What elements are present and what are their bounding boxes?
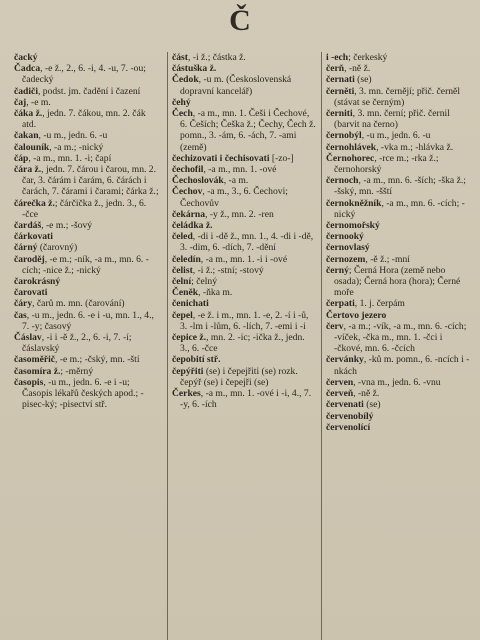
dictionary-entry: čeled, -di i -dě ž., mn. 1., 4. -di i -dě, 3. -dim, 6. -dích, 7. -dění <box>172 231 314 254</box>
dictionary-entry: černovlasý <box>326 242 370 254</box>
column-1 <box>14 52 162 640</box>
dictionary-entry: černokněžník, -a m., mn. 6. -cích; -nický <box>326 197 465 220</box>
dictionary-entry: červen, -vna m., jedn. 6. -vnu <box>326 376 441 388</box>
dictionary-entry: červeň, -ně ž. <box>326 388 380 400</box>
dictionary-entry: čárný (čarovný) <box>14 242 78 254</box>
dictionary-entry: čelní; čelný <box>172 276 218 288</box>
dictionary-entry: černozem, -ě ž.; -mní <box>326 253 410 265</box>
dictionary-entry: částuška ž. <box>172 63 217 75</box>
dictionary-entry: čenichati <box>172 298 209 310</box>
dictionary-entry: čarokrásný <box>14 276 61 288</box>
dictionary-entry: čarovati <box>14 287 48 299</box>
dictionary-entry: Čerkes, -a m., mn. 1. -ové i -i, 4., 7. -y, 6. -ích <box>172 388 312 411</box>
page-heading-letter: Č <box>229 4 251 37</box>
dictionary-entry: černohlávek, -vka m.; -hlávka ž. <box>326 141 454 153</box>
dictionary-entry: čárkovati <box>14 231 53 243</box>
dictionary-entry: čeládka ž. <box>172 220 213 232</box>
dictionary-entry: černěti, 3. mn. černějí; přič. černěl (stávat se černým) <box>326 85 460 108</box>
dictionary-entry: červenobílý <box>326 410 374 422</box>
dictionary-entry: černobýl, -u m., jedn. 6. -u <box>326 130 431 142</box>
dictionary-entry: čekárna, -y ž., mn. 2. -ren <box>172 208 274 220</box>
dictionary-entry: Čedok, -u m. (Československá dopravní kancelář) <box>172 74 292 97</box>
dictionary-entry: Černohorec, -rce m.; -rka ž.; černohorský <box>326 152 439 176</box>
dictionary-entry: červánky, -ků m. pomn., 6. -ncích i -nkách <box>326 354 470 377</box>
dictionary-entry: Čertovo jezero <box>326 309 387 321</box>
dictionary-entry: čepýřiti (se) i čepejřiti (se) rozk. čepýř (se) i čepejři (se) <box>172 365 298 388</box>
entry-columns <box>14 52 470 640</box>
dictionary-entry: čáp, -a m., mn. 1. -i; čapí <box>14 152 112 164</box>
dictionary-entry: čerň, -ně ž. <box>326 63 371 75</box>
dictionary-entry: časopis, -u m., jedn. 6. -e i -u; Časopis lékařů českých apod.; -pisec-ký; -pisectví stř. <box>14 376 144 411</box>
dictionary-entry: červenati (se) <box>326 399 381 411</box>
dictionary-entry: čechizovati i čechisovati [-zo-] <box>172 152 294 164</box>
dictionary-entry: část, -i ž.; částka ž. <box>172 52 246 63</box>
dictionary-entry: Čáslav, -i i -ě ž., 2., 6. -i, 7. -í; čáslavský <box>14 332 132 355</box>
column-2 <box>167 52 316 640</box>
dictionary-entry: čepice ž., mn. 2. -ic; -ička ž., jedn. 3., 6. -čce <box>172 332 305 355</box>
dictionary-entry: i -ech; čerkeský <box>326 52 388 63</box>
dictionary-entry: čalouník, -a m.; -nický <box>14 141 104 153</box>
dictionary-entry: čára ž., jedn. 7. čárou i čarou, mn. 2. čar, 3. čárám i čarám, 6. čárách i čarách, 7. čárami i čarami; čárka ž.; <box>14 164 159 198</box>
dictionary-entry: čadiči, podst. jm. čadění i čazení <box>14 85 141 97</box>
dictionary-entry: černiti, 3. mn. černí; přič. černil (barvit na černo) <box>326 108 450 131</box>
dictionary-entry: Čechoslovák, -a m. <box>172 175 249 187</box>
dictionary-entry: čaj, -e m. <box>14 96 51 108</box>
dictionary-entry: čáry, čarů m. mn. (čarování) <box>14 298 125 310</box>
dictionary-entry: čeledín, -a m., mn. 1. -i i -ové <box>172 253 288 265</box>
dictionary-entry: čas, -u m., jedn. 6. -e i -u, mn. 1., 4., 7. -y; časový <box>14 309 154 332</box>
dictionary-entry: časoměřič, -e m.; -čský, mn. -ští <box>14 354 140 366</box>
dictionary-entry: čepel, -e ž. i m., mn. 1. -e, 2. -í i -ů, 3. -lm i -lům, 6. -lích, 7. -emi i -i <box>172 309 309 332</box>
dictionary-entry: černati (se) <box>326 74 372 86</box>
dictionary-entry: černomořský <box>326 220 380 232</box>
dictionary-entry: čechofil, -a m., mn. 1. -ové <box>172 164 277 176</box>
dictionary-entry: čepobití stř. <box>172 354 221 366</box>
dictionary-entry: černý; Černá Hora (země nebo osada); Černá hora (hora); Černé moře <box>326 264 461 299</box>
dictionary-entry: černoch, -a m., mn. 6. -ších; -ška ž.; -šský, mn. -šští <box>326 175 466 198</box>
dictionary-entry: čárečka ž.; čárčička ž., jedn. 3., 6. -čce <box>14 197 147 220</box>
dictionary-entry: čardáš, -e m.; -šový <box>14 220 93 232</box>
dictionary-entry: čerpati, 1. j. čerpám <box>326 298 405 310</box>
column-3 <box>321 52 470 640</box>
dictionary-entry: čaroděj, -e m.; -ník, -a m., mn. 6. -cích; -nice ž.; -nický <box>14 253 149 276</box>
dictionary-entry: čacký <box>14 52 38 63</box>
dictionary-entry: černooký <box>326 231 364 243</box>
dictionary-entry: čehý <box>172 96 191 108</box>
dictionary-entry: čakan, -u m., jedn. 6. -u <box>14 130 108 142</box>
dictionary-entry: Čech, -a m., mn. 1. Češi i Čechové, 6. Češích; Češka ž.; Čechy, Čech ž. pomn., 3. -ám, 6. -ách, 7. -ami (země) <box>172 108 316 153</box>
dictionary-entry: čelist, -i ž.; -stní; -stový <box>172 264 264 276</box>
dictionary-entry: Čeněk, -ňka m. <box>172 287 233 299</box>
dictionary-entry: čáka ž., jedn. 7. čákou, mn. 2. čák atd. <box>14 108 146 131</box>
dictionary-entry: červenolící <box>326 421 371 433</box>
dictionary-entry: časomíra ž.; -měrný <box>14 365 94 377</box>
dictionary-entry: Čadca, -e ž., 2., 6. -i, 4. -u, 7. -ou; čadecký <box>14 63 146 86</box>
dictionary-entry: Čechov, -a m., 3., 6. Čechovi; Čechovův <box>172 186 288 209</box>
dictionary-entry: červ, -a m.; -vík, -a m., mn. 6. -cích; -víček, -čka m., mn. 1. -čci i -čkové, mn. 6. -čcích <box>326 320 467 355</box>
